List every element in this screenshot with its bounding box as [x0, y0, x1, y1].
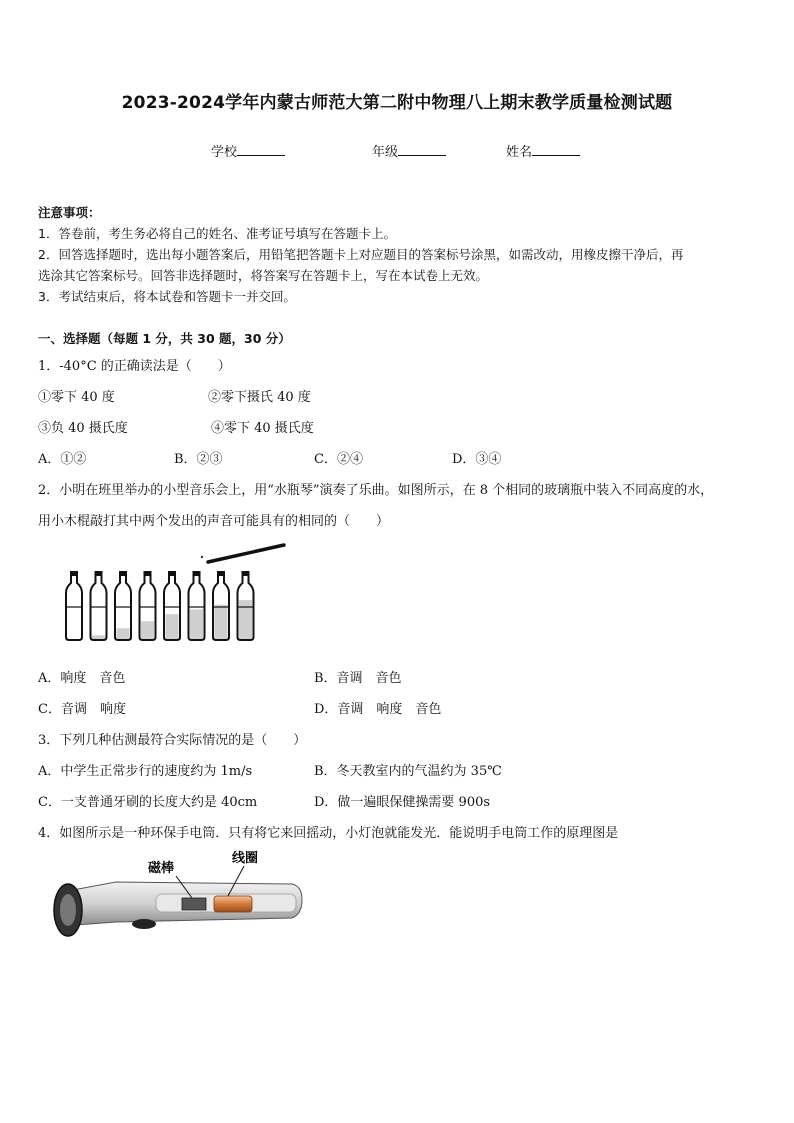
school-label: 学校 [211, 145, 238, 160]
name-field[interactable] [506, 141, 580, 160]
water-level-7 [215, 605, 228, 639]
water-level-4 [141, 621, 154, 639]
q1-choice-4: ④零下 40 摄氏度 [211, 421, 314, 436]
water-bottle-xylophone-figure [58, 543, 290, 647]
name-blank[interactable] [532, 143, 580, 156]
q1-choice-2: ②零下摄氏 40 度 [208, 390, 311, 405]
question-2-stem-line1: 2．小明在班里举办的小型音乐会上，用“水瓶琴”演奏了乐曲。如图所示，在 8 个相同的玻璃瓶中装入不同高度的水， [38, 483, 714, 498]
water-level-3 [117, 628, 130, 639]
bottle-cap-3 [119, 571, 127, 576]
water-level-2 [92, 635, 105, 639]
notice-item-2: 2．回答选择题时，选出每小题答案后，用铅笔把答题卡上对应题目的答案标号涂黑，如需改动，用橡皮擦干净后，再 [38, 247, 684, 262]
notice-heading: 注意事项： [38, 205, 101, 220]
question-2-stem-line2: 用小木棍敲打其中两个发出的声音可能具有的相同的（ ） [38, 514, 390, 529]
wooden-stick [208, 545, 284, 562]
bottle-5 [164, 571, 180, 640]
student-info-row [0, 141, 794, 161]
bottle-4 [140, 571, 156, 640]
name-label: 姓名 [506, 145, 533, 160]
q3-option-a[interactable]: A．中学生正常步行的速度约为 1m/s [38, 764, 253, 779]
q1-option-d[interactable]: D．③④ [452, 452, 502, 467]
water-level-6 [190, 609, 203, 639]
q3-option-d[interactable]: D．做一遍眼保健操需要 900s [314, 795, 491, 810]
magnet-bar [182, 898, 206, 910]
grade-blank[interactable] [398, 143, 446, 156]
bottle-7 [213, 571, 229, 640]
notice-item-3: 3．考试结束后，将本试卷和答题卡一并交回。 [38, 289, 296, 304]
bottle-cap-1 [70, 571, 78, 576]
bottle-cap-6 [193, 571, 201, 576]
flashlight-lens [60, 894, 76, 926]
bottle-cap-5 [168, 571, 176, 576]
q1-choice-1: ①零下 40 度 [38, 390, 115, 405]
grade-label: 年级 [372, 145, 399, 160]
bottle-cap-4 [144, 571, 152, 576]
notice-item-1: 1．答卷前，考生务必将自己的姓名、准考证号填写在答题卡上。 [38, 226, 396, 241]
q2-option-d[interactable]: D．音调 响度 音色 [314, 702, 442, 717]
bottle-2 [91, 571, 107, 640]
water-level-5 [166, 614, 179, 639]
q1-option-a[interactable]: A．①② [38, 452, 87, 467]
magnet-label: 磁棒 [148, 861, 175, 876]
grade-field[interactable] [372, 141, 446, 160]
bottle-cap-8 [242, 571, 250, 576]
q2-option-b[interactable]: B．音调 音色 [314, 671, 402, 686]
q2-option-c[interactable]: C．音调 响度 [38, 702, 126, 717]
bottle-1 [66, 571, 82, 640]
bottle-cap-7 [217, 571, 225, 576]
stick-dot [201, 556, 203, 558]
bottle-3 [115, 571, 131, 640]
bottle-group [66, 571, 254, 640]
shake-flashlight-figure [46, 848, 304, 948]
switch-button [132, 919, 156, 929]
question-3-stem: 3．下列几种估测最符合实际情况的是（ ） [38, 733, 307, 748]
question-1-stem: 1．-40°C 的正确读法是（ ） [38, 359, 231, 374]
q2-option-a[interactable]: A．响度 音色 [38, 671, 126, 686]
notice-item-2-cont: 选涂其它答案标号。回答非选择题时，将答案写在答题卡上，写在本试卷上无效。 [38, 268, 489, 283]
bottle-8 [238, 571, 254, 640]
bottle-cap-2 [95, 571, 103, 576]
question-4-stem: 4．如图所示是一种环保手电筒．只有将它来回摇动，小灯泡就能发光．能说明手电筒工作的原理图是 [38, 826, 619, 841]
coil-label: 线圈 [232, 851, 259, 866]
school-blank[interactable] [237, 143, 285, 156]
q3-option-c[interactable]: C．一支普通牙刷的长度大约是 40cm [38, 795, 258, 810]
q1-option-c[interactable]: C．②④ [314, 452, 363, 467]
q1-choice-3: ③负 40 摄氏度 [38, 421, 128, 436]
water-level-8 [239, 600, 252, 639]
q1-option-b[interactable]: B．②③ [174, 452, 223, 467]
section-heading: 一、选择题（每题 1 分，共 30 题，30 分） [38, 331, 291, 346]
bottle-6 [189, 571, 205, 640]
page-title: 2023-2024学年内蒙古师范大第二附中物理八上期末教学质量检测试题 [121, 93, 673, 113]
q3-option-b[interactable]: B．冬天教室内的气温约为 35℃ [314, 764, 502, 779]
school-field[interactable] [211, 141, 285, 160]
coil [214, 896, 252, 912]
